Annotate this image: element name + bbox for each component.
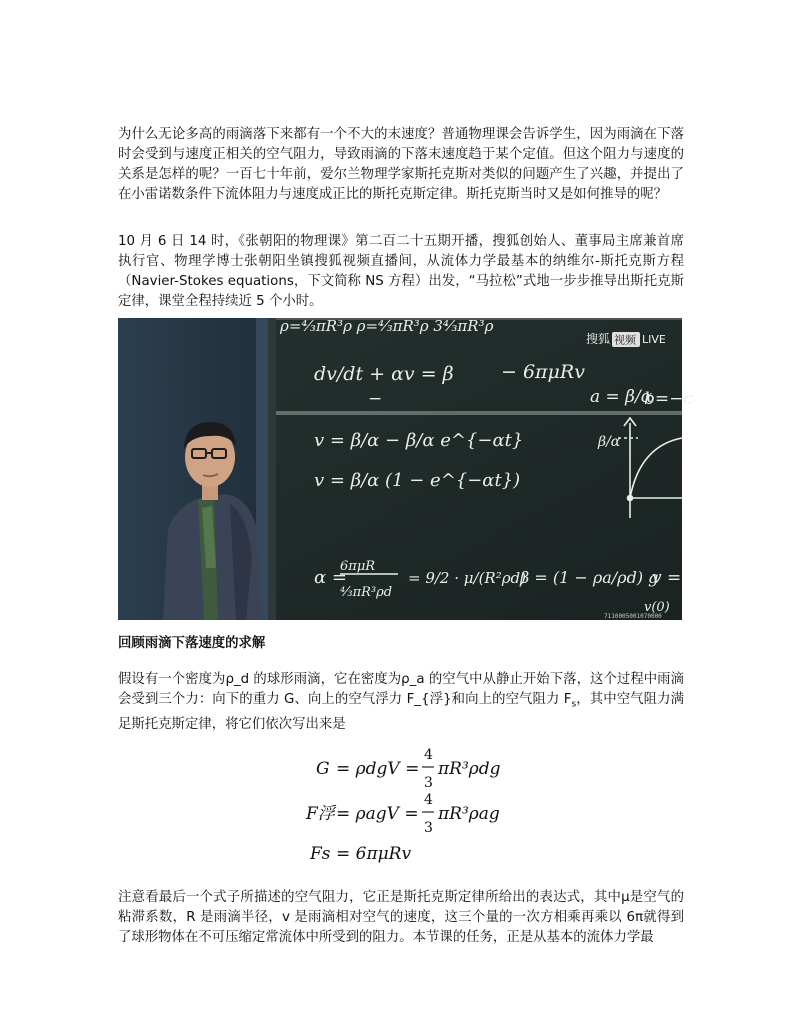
lecture-photo: [118, 317, 693, 620]
watermark-brand: 搜狐: [586, 332, 611, 346]
board-v-right: v =: [652, 568, 682, 588]
eq1-rhs: πR³ρdg: [438, 759, 501, 779]
setup-text: 假设有一个密度为ρ_d 的球形雨滴，它在密度为ρ_a 的空气中从静止开始下落，这个过程中雨滴会受到三个力：向下的重力 G、向上的空气浮力 F_{浮}和向上的空气阻力 F: [118, 672, 684, 707]
board-v0: v(0): [644, 600, 670, 615]
lecture-photo-svg: [118, 317, 693, 620]
eq1-mid: = ρdgV =: [336, 759, 420, 779]
board-v-sol2: v = β/α (1 − e^{−αt}): [314, 470, 521, 491]
eq3-lhs: Fs: [310, 844, 331, 864]
eq1-frac-den: 3: [424, 775, 433, 791]
board-beta: β = (1 − ρa/ρd) g: [520, 568, 659, 587]
board-alpha-eq: = 9/2 · μ/(R²ρd): [408, 569, 527, 587]
board-line-1: ρ=⁴⁄₃πR³ρ ρ=⁴⁄₃πR³ρ 3⁴⁄₃πR³ρ: [280, 317, 494, 335]
video-serial: 7110005001070000: [604, 613, 662, 620]
closing-paragraph: 注意看最后一个式子所描述的空气阻力，它正是斯托克斯定律所给出的表达式，其中μ是空气的粘滞系数，R 是雨滴半径，v 是雨滴相对空气的速度，这三个量的一次方相乘再乘以 6π就得到了球形物体在不可压缩定常流体中所受到的阻力。本节课的任务，正是从基本的流体力学最: [118, 890, 684, 945]
eq2-rhs: πR³ρag: [438, 804, 500, 824]
board-drag: − 6πμRv: [501, 361, 585, 383]
board-alpha-den: ⁴⁄₃πR³ρd: [340, 585, 393, 600]
event-paragraph: 10 月 6 日 14 时，《张朝阳的物理课》第二百二十五期开播，搜狐创始人、董事局主席兼首席执行官、物理学博士张朝阳坐镇搜狐视频直播间，从流体力学最基本的纳维尔-斯托克斯方程（Navier-Stokes equations，下文简称 NS 方程）出发，“马拉松”式地一步步推导出斯托克斯定律，课堂全程持续近 5 个小时。: [118, 234, 684, 309]
eq2-mid: = ρagV =: [336, 804, 419, 824]
setup-paragraph: [118, 670, 684, 735]
setup-subscript: s: [571, 699, 577, 710]
board-minus: −: [368, 389, 383, 409]
eq3-rhs: = 6πμRv: [336, 844, 412, 864]
watermark-live: LIVE: [642, 333, 666, 346]
equation-block: [300, 745, 540, 870]
board-b-def: b=−c: [644, 389, 693, 409]
watermark-badge: 视频: [614, 333, 636, 347]
eq2-lhs: F浮: [306, 804, 335, 824]
board-eq-motion: dv/dt + αv = β: [314, 363, 454, 385]
board-v-sol1: v = β/α − β/α e^{−αt}: [314, 430, 524, 451]
board-axis-label: β/α: [598, 434, 621, 450]
video-watermark: [586, 331, 666, 347]
board-alpha-num: 6πμR: [340, 559, 376, 574]
equation-svg: [300, 745, 540, 870]
board-frame: [276, 411, 682, 415]
board-a-def: a = β/α: [590, 387, 653, 407]
section-heading: 回顾雨滴下落速度的求解: [118, 636, 266, 651]
eq1-frac-num: 4: [424, 747, 433, 763]
intro-paragraph: 为什么无论多高的雨滴落下来都有一个不大的末速度？普通物理课会告诉学生，因为雨滴在下落时会受到与速度正相关的空气阻力，导致雨滴的下落末速度趋于某个定值。但这个阻力与速度的关系是怎样的呢？一百七十年前，爱尔兰物理学家斯托克斯对类似的问题产生了兴趣，并提出了在小雷诺数条件下流体阻力与速度成正比的斯托克斯定律。斯托克斯当时又是如何推导的呢？: [118, 127, 684, 202]
eq2-frac-num: 4: [424, 792, 433, 808]
eq1-lhs: G: [316, 759, 330, 779]
eq2-frac-den: 3: [424, 820, 433, 836]
board-alpha: α =: [314, 567, 347, 588]
setup-text-end: ，其中空气阻力满足斯托克斯定律，将它们依次写出来是: [118, 692, 684, 732]
